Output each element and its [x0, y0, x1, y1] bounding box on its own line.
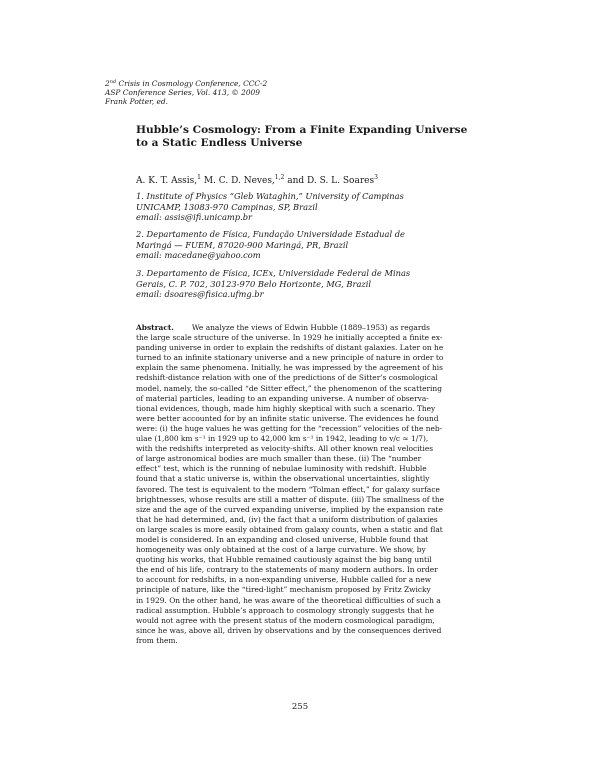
title-line-2: to a Static Endless Universe: [136, 137, 303, 149]
abstract-line: ulae (1,800 km s⁻¹ in 1929 up to 42,000 km s⁻¹ in 1942, leading to v/c ≈ 1/7),: [136, 434, 429, 444]
conference-ordinal-suffix: nd: [109, 79, 117, 85]
affiliation-1: [136, 191, 516, 223]
editor-line: Frank Potter, ed.: [105, 97, 168, 107]
author-1: A. K. T. Assis,: [136, 176, 198, 186]
abstract-line: effect” test, which is the running of nebulae luminosity with redshift. Hubble: [136, 464, 427, 474]
author-3-affil: 3: [374, 174, 378, 181]
abstract-line: of material particles, leading to an expanding universe. A number of observa-: [136, 393, 429, 403]
author-3: and D. S. L. Soares: [284, 176, 375, 186]
conference-header: [105, 78, 267, 107]
conference-name: Crisis in Cosmology Conference, CCC-2: [116, 79, 268, 88]
abstract-line: found that a static universe is, within the observational uncertainties, slightly: [136, 474, 430, 484]
abstract-line: redshift-distance relation with one of the predictions of de Sitter’s cosmological: [136, 373, 438, 383]
abstract-line: were better accounted for by an infinite static universe. The evidences he found: [136, 413, 439, 423]
author-list: [136, 172, 516, 187]
page-number: 255: [291, 702, 309, 712]
affiliation-line: 2. Departamento de Física, Fundação Universidade Estadual de: [136, 229, 405, 239]
abstract-line: model, namely, the so-called “de Sitter effect,” the phenomenon of the scattering: [136, 383, 442, 393]
abstract-line: to account for redshifts, in a non-expanding universe, Hubble called for a new: [136, 575, 432, 585]
affiliation-line: 1. Institute of Physics “Gleb Wataghin,” University of Campinas: [136, 191, 404, 201]
affiliation-email: email: dsoares@fisica.ufmg.br: [136, 289, 264, 300]
abstract-line: since he was, above all, driven by observations and by the consequences derived: [136, 625, 442, 635]
abstract-line: in 1929. On the other hand, he was aware of the theoretical difficulties of such a: [136, 595, 441, 605]
author-2-affil: 1,2: [274, 174, 285, 181]
abstract-line: the end of his life, contrary to the statements of many modern authors. In order: [136, 565, 438, 575]
abstract-line: would not agree with the present status of the modern cosmological paradigm,: [136, 615, 435, 625]
conference-line: [105, 78, 267, 88]
title-line-1: Hubble’s Cosmology: From a Finite Expanding Universe: [136, 124, 468, 136]
affiliation-2: [136, 229, 516, 261]
abstract-line: [136, 323, 501, 333]
conference-ordinal: 2: [105, 79, 110, 88]
abstract-line: principle of nature, like the “tired-light” mechanism proposed by Fritz Zwicky: [136, 585, 431, 595]
abstract-label: Abstract.: [136, 323, 174, 332]
abstract-line: quoting his works, that Hubble remained cautiously against the big bang until: [136, 555, 432, 565]
abstract-line: on large scales is more easily obtained from galaxy counts, when a static and flat: [136, 524, 443, 534]
abstract-line: size and the age of the curved expanding universe, implied by the expansion rate: [136, 504, 443, 514]
author-1-affil: 1: [197, 174, 201, 181]
author-2: M. C. D. Neves,: [201, 176, 275, 186]
abstract-line: brightnesses, whose results are still a matter of dispute. (iii) The smallness of the: [136, 494, 445, 504]
affiliation-line: UNICAMP, 13083-970 Campinas, SP, Brazil: [136, 201, 318, 212]
abstract-line: panding universe in order to explain the redshifts of distant galaxies. Later on he: [136, 343, 444, 353]
paper-title: [136, 124, 516, 150]
affiliation-3: [136, 268, 516, 300]
affiliation-email: email: assis@ifi.unicamp.br: [136, 212, 252, 223]
series-line: ASP Conference Series, Vol. 413, © 2009: [105, 88, 260, 98]
abstract-text: We analyze the views of Edwin Hubble (1889–1953) as regards: [191, 323, 430, 332]
affiliation-line: 3. Departamento de Física, ICEx, Universidade Federal de Minas: [136, 268, 411, 278]
abstract: [136, 323, 501, 646]
abstract-line: favored. The test is equivalent to the modern “Tolman effect,” for galaxy surface: [136, 484, 440, 494]
abstract-line: the large scale structure of the universe. In 1929 he initially accepted a finite ex-: [136, 333, 443, 343]
abstract-line: that he had determined, and, (iv) the fact that a uniform distribution of galaxies: [136, 514, 438, 524]
affiliation-email: email: macedane@yahoo.com: [136, 250, 261, 261]
abstract-line: tional evidences, though, made him highly skeptical with such a scenario. They: [136, 403, 436, 413]
abstract-line: model is considered. In an expanding and closed universe, Hubble found that: [136, 534, 429, 544]
abstract-line: homogeneity was only obtained at the cost of a large curvature. We show, by: [136, 545, 426, 555]
abstract-line: of large astronomical bodies are much smaller than these. (ii) The “number: [136, 454, 422, 464]
abstract-line: turned to an infinite stationary universe and a new principle of nature in order to: [136, 353, 444, 363]
abstract-line: from them.: [136, 635, 178, 645]
abstract-line: with the redshifts interpreted as velocity-shifts. All other known real velocities: [136, 444, 434, 454]
affiliation-line: Maringá — FUEM, 87020-900 Maringá, PR, Brazil: [136, 239, 349, 250]
abstract-line: radical assumption. Hubble’s approach to cosmology strongly suggests that he: [136, 605, 434, 615]
affiliation-line: Gerais, C. P. 702, 30123-970 Belo Horizonte, MG, Brazil: [136, 278, 372, 289]
abstract-line: explain the same phenomena. Initially, he was impressed by the agreement of his: [136, 363, 443, 373]
abstract-line: were: (i) the huge values he was getting for the “recession” velocities of the neb-: [136, 423, 443, 433]
